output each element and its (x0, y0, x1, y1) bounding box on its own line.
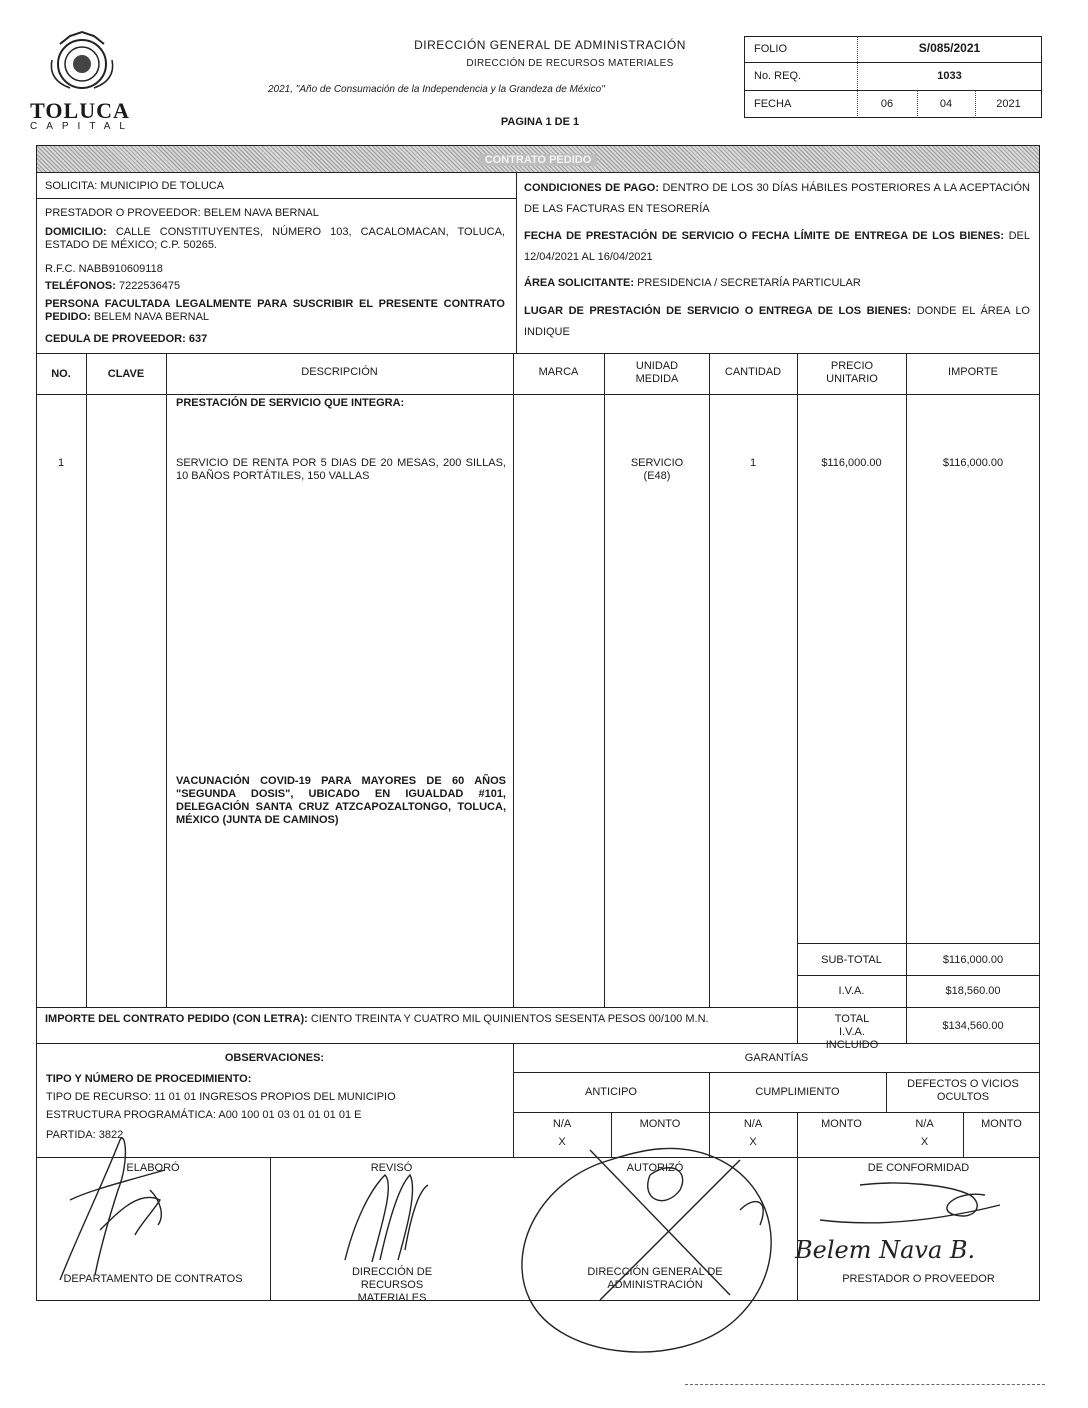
conformidad-label: DE CONFORMIDAD (867, 1162, 970, 1174)
bottom-rule (685, 1384, 1045, 1385)
th-precio: PRECIO UNITARIO (826, 360, 878, 385)
req-label: No. REQ. (754, 70, 802, 82)
elaboro-area: DEPARTAMENTO DE CONTRATOS (63, 1273, 243, 1285)
cumplimiento-monto: MONTO (821, 1118, 862, 1130)
anticipo-monto: MONTO (639, 1118, 681, 1130)
fecha-day: 06 (880, 98, 894, 110)
th-no: NO. (51, 368, 71, 380)
defectos-na: N/A (915, 1118, 934, 1130)
importe-letra-label: IMPORTE DEL CONTRATO PEDIDO (CON LETRA): (45, 1013, 308, 1025)
fecha-prestacion (524, 226, 1030, 268)
org-line-2: DIRECCIÓN DE RECURSOS MATERIALES (466, 58, 674, 69)
cumplimiento-x: X (749, 1136, 757, 1148)
solicita: SOLICITA: MUNICIPIO DE TOLUCA (45, 180, 225, 192)
th-importe: IMPORTE (948, 366, 998, 378)
telefonos (45, 280, 180, 293)
org-line-1: DIRECCIÓN GENERAL DE ADMINISTRACIÓN (414, 38, 686, 52)
req-value: 1033 (937, 70, 962, 82)
cumplimiento-na: N/A (743, 1118, 763, 1130)
conformidad-signature-text: Belem Nava B. (795, 1236, 976, 1264)
tipo-procedimiento: TIPO Y NÚMERO DE PROCEDIMIENTO: (46, 1073, 252, 1085)
condiciones-label: CONDICIONES DE PAGO: (524, 182, 660, 194)
importe-letra (45, 1013, 785, 1026)
lugar-prestacion (524, 301, 1030, 343)
telefonos-value: 7222536475 (118, 280, 181, 292)
area-value: PRESIDENCIA / SECRETARÍA PARTICULAR (637, 277, 861, 289)
th-descripcion: DESCRIPCIÓN (301, 366, 378, 378)
folio-value: S/085/2021 (918, 41, 981, 55)
fecha-prestacion-value: DEL 12/04/2021 AL 16/04/2021 (524, 230, 1030, 263)
garantia-cumplimiento: CUMPLIMIENTO (755, 1086, 840, 1098)
fecha-label: FECHA (754, 98, 792, 110)
iva-label: I.V.A. (838, 985, 865, 997)
importe-letra-value: CIENTO TREINTA Y CUATRO MIL QUINIENTOS SESENTA PESOS 00/100 M.N. (310, 1013, 709, 1025)
defectos-x: X (920, 1136, 929, 1148)
reviso-label: REVISÓ (370, 1162, 413, 1174)
telefonos-label: TELÉFONOS: (45, 280, 116, 292)
garantia-anticipo: ANTICIPO (585, 1086, 637, 1098)
title-banner (36, 145, 1040, 173)
garantias-title: GARANTÍAS (744, 1052, 809, 1064)
th-unidad: UNIDAD MEDIDA (635, 360, 679, 385)
lugar-label: LUGAR DE PRESTACIÓN DE SERVICIO O ENTREGA DE LOS BIENES: (524, 305, 912, 317)
lugar-value: DONDE EL ÁREA LO INDIQUE (524, 305, 1030, 338)
page-label: PAGINA 1 DE 1 (500, 116, 580, 128)
anticipo-x: X (558, 1136, 566, 1148)
iva-value: $18,560.00 (945, 985, 1001, 997)
subtotal-value: $116,000.00 (942, 954, 1004, 966)
row-cantidad: 1 (749, 457, 757, 469)
row-descripcion: SERVICIO DE RENTA POR 5 DIAS DE 20 MESAS, 200 SILLAS, 10 BAÑOS PORTÁTILES, 150 VALLAS (176, 457, 506, 482)
garantia-defectos: DEFECTOS O VICIOS OCULTOS (907, 1078, 1019, 1103)
domicilio-value: CALLE CONSTITUYENTES, NÚMERO 103, CACALOMACAN, TOLUCA, ESTADO DE MÉXICO; C.P. 50265. (45, 226, 505, 251)
logo-subtitle: CAPITAL (30, 121, 134, 132)
folio-label: FOLIO (754, 43, 788, 55)
elaboro-label: ELABORÓ (126, 1162, 180, 1174)
section-title: PRESTACIÓN DE SERVICIO QUE INTEGRA: (176, 397, 405, 409)
row-precio: $116,000.00 (821, 457, 882, 469)
subtotal-label: SUB-TOTAL (821, 954, 882, 966)
anticipo-na: N/A (552, 1118, 572, 1130)
motto: 2021, "Año de Consumación de la Independencia y la Grandeza de México" (268, 84, 605, 95)
autorizo-label: AUTORIZÓ (626, 1162, 684, 1174)
persona-facultada (45, 298, 505, 324)
fecha-year: 2021 (996, 98, 1021, 110)
toluca-logo (30, 30, 135, 135)
area-solicitante (524, 277, 861, 290)
observaciones-title: OBSERVACIONES: (224, 1052, 325, 1064)
condiciones-value: DENTRO DE LOS 30 DÍAS HÁBILES POSTERIORES A LA ACEPTACIÓN DE LAS FACTURAS EN TESORERÍA (524, 182, 1030, 215)
cedula: CEDULA DE PROVEEDOR: 637 (45, 333, 208, 345)
conformidad-area: PRESTADOR O PROVEEDOR (842, 1273, 995, 1285)
estructura-programatica: ESTRUCTURA PROGRAMÁTICA: A00 100 01 03 01 01 01 01 E (46, 1109, 362, 1121)
prestador: PRESTADOR O PROVEEDOR: BELEM NAVA BERNAL (45, 207, 319, 219)
domicilio-label: DOMICILIO: (45, 226, 107, 238)
autorizo-area: DIRECCIÓN GENERAL DE ADMINISTRACIÓN (587, 1266, 723, 1291)
condiciones-pago (524, 178, 1030, 220)
row-note: VACUNACIÓN COVID-19 PARA MAYORES DE 60 AÑOS "SEGUNDA DOSIS", UBICADO EN IGUALDAD #101, DELEGACIÓN SANTA CRUZ ATZCAPOZALTONGO, TOLUCA, MÉXICO (JUNTA DE CAMINOS) (176, 775, 506, 826)
total-value: $134,560.00 (942, 1020, 1004, 1032)
fecha-prestacion-label: FECHA DE PRESTACIÓN DE SERVICIO O FECHA LÍMITE DE ENTREGA DE LOS BIENES: (524, 230, 1004, 242)
row-unidad: SERVICIO (E48) (630, 457, 684, 482)
defectos-monto: MONTO (981, 1118, 1022, 1130)
domicilio (45, 226, 505, 252)
logo-name: TOLUCA (30, 98, 130, 123)
th-clave: CLAVE (107, 368, 145, 380)
row-importe: $116,000.00 (942, 457, 1004, 469)
reviso-area: DIRECCIÓN DE RECURSOS MATERIALES (351, 1266, 433, 1304)
area-label: ÁREA SOLICITANTE: (524, 277, 634, 289)
fecha-month: 04 (939, 98, 953, 110)
total-label: TOTAL I.V.A. INCLUIDO (825, 1013, 879, 1051)
persona-value: BELEM NAVA BERNAL (93, 311, 210, 323)
tipo-recurso: TIPO DE RECURSO: 11 01 01 INGRESOS PROPIOS DEL MUNICIPIO (46, 1091, 396, 1103)
rfc: R.F.C. NABB910609118 (45, 263, 163, 275)
row-no: 1 (58, 457, 65, 469)
banner-title: CONTRATO PEDIDO (479, 154, 598, 166)
th-marca: MARCA (538, 366, 579, 378)
persona-label: PERSONA FACULTADA LEGALMENTE PARA SUSCRIBIR EL PRESENTE CONTRATO PEDIDO: (45, 298, 505, 323)
partida: PARTIDA: 3822 (46, 1129, 124, 1141)
th-cantidad: CANTIDAD (724, 366, 782, 378)
